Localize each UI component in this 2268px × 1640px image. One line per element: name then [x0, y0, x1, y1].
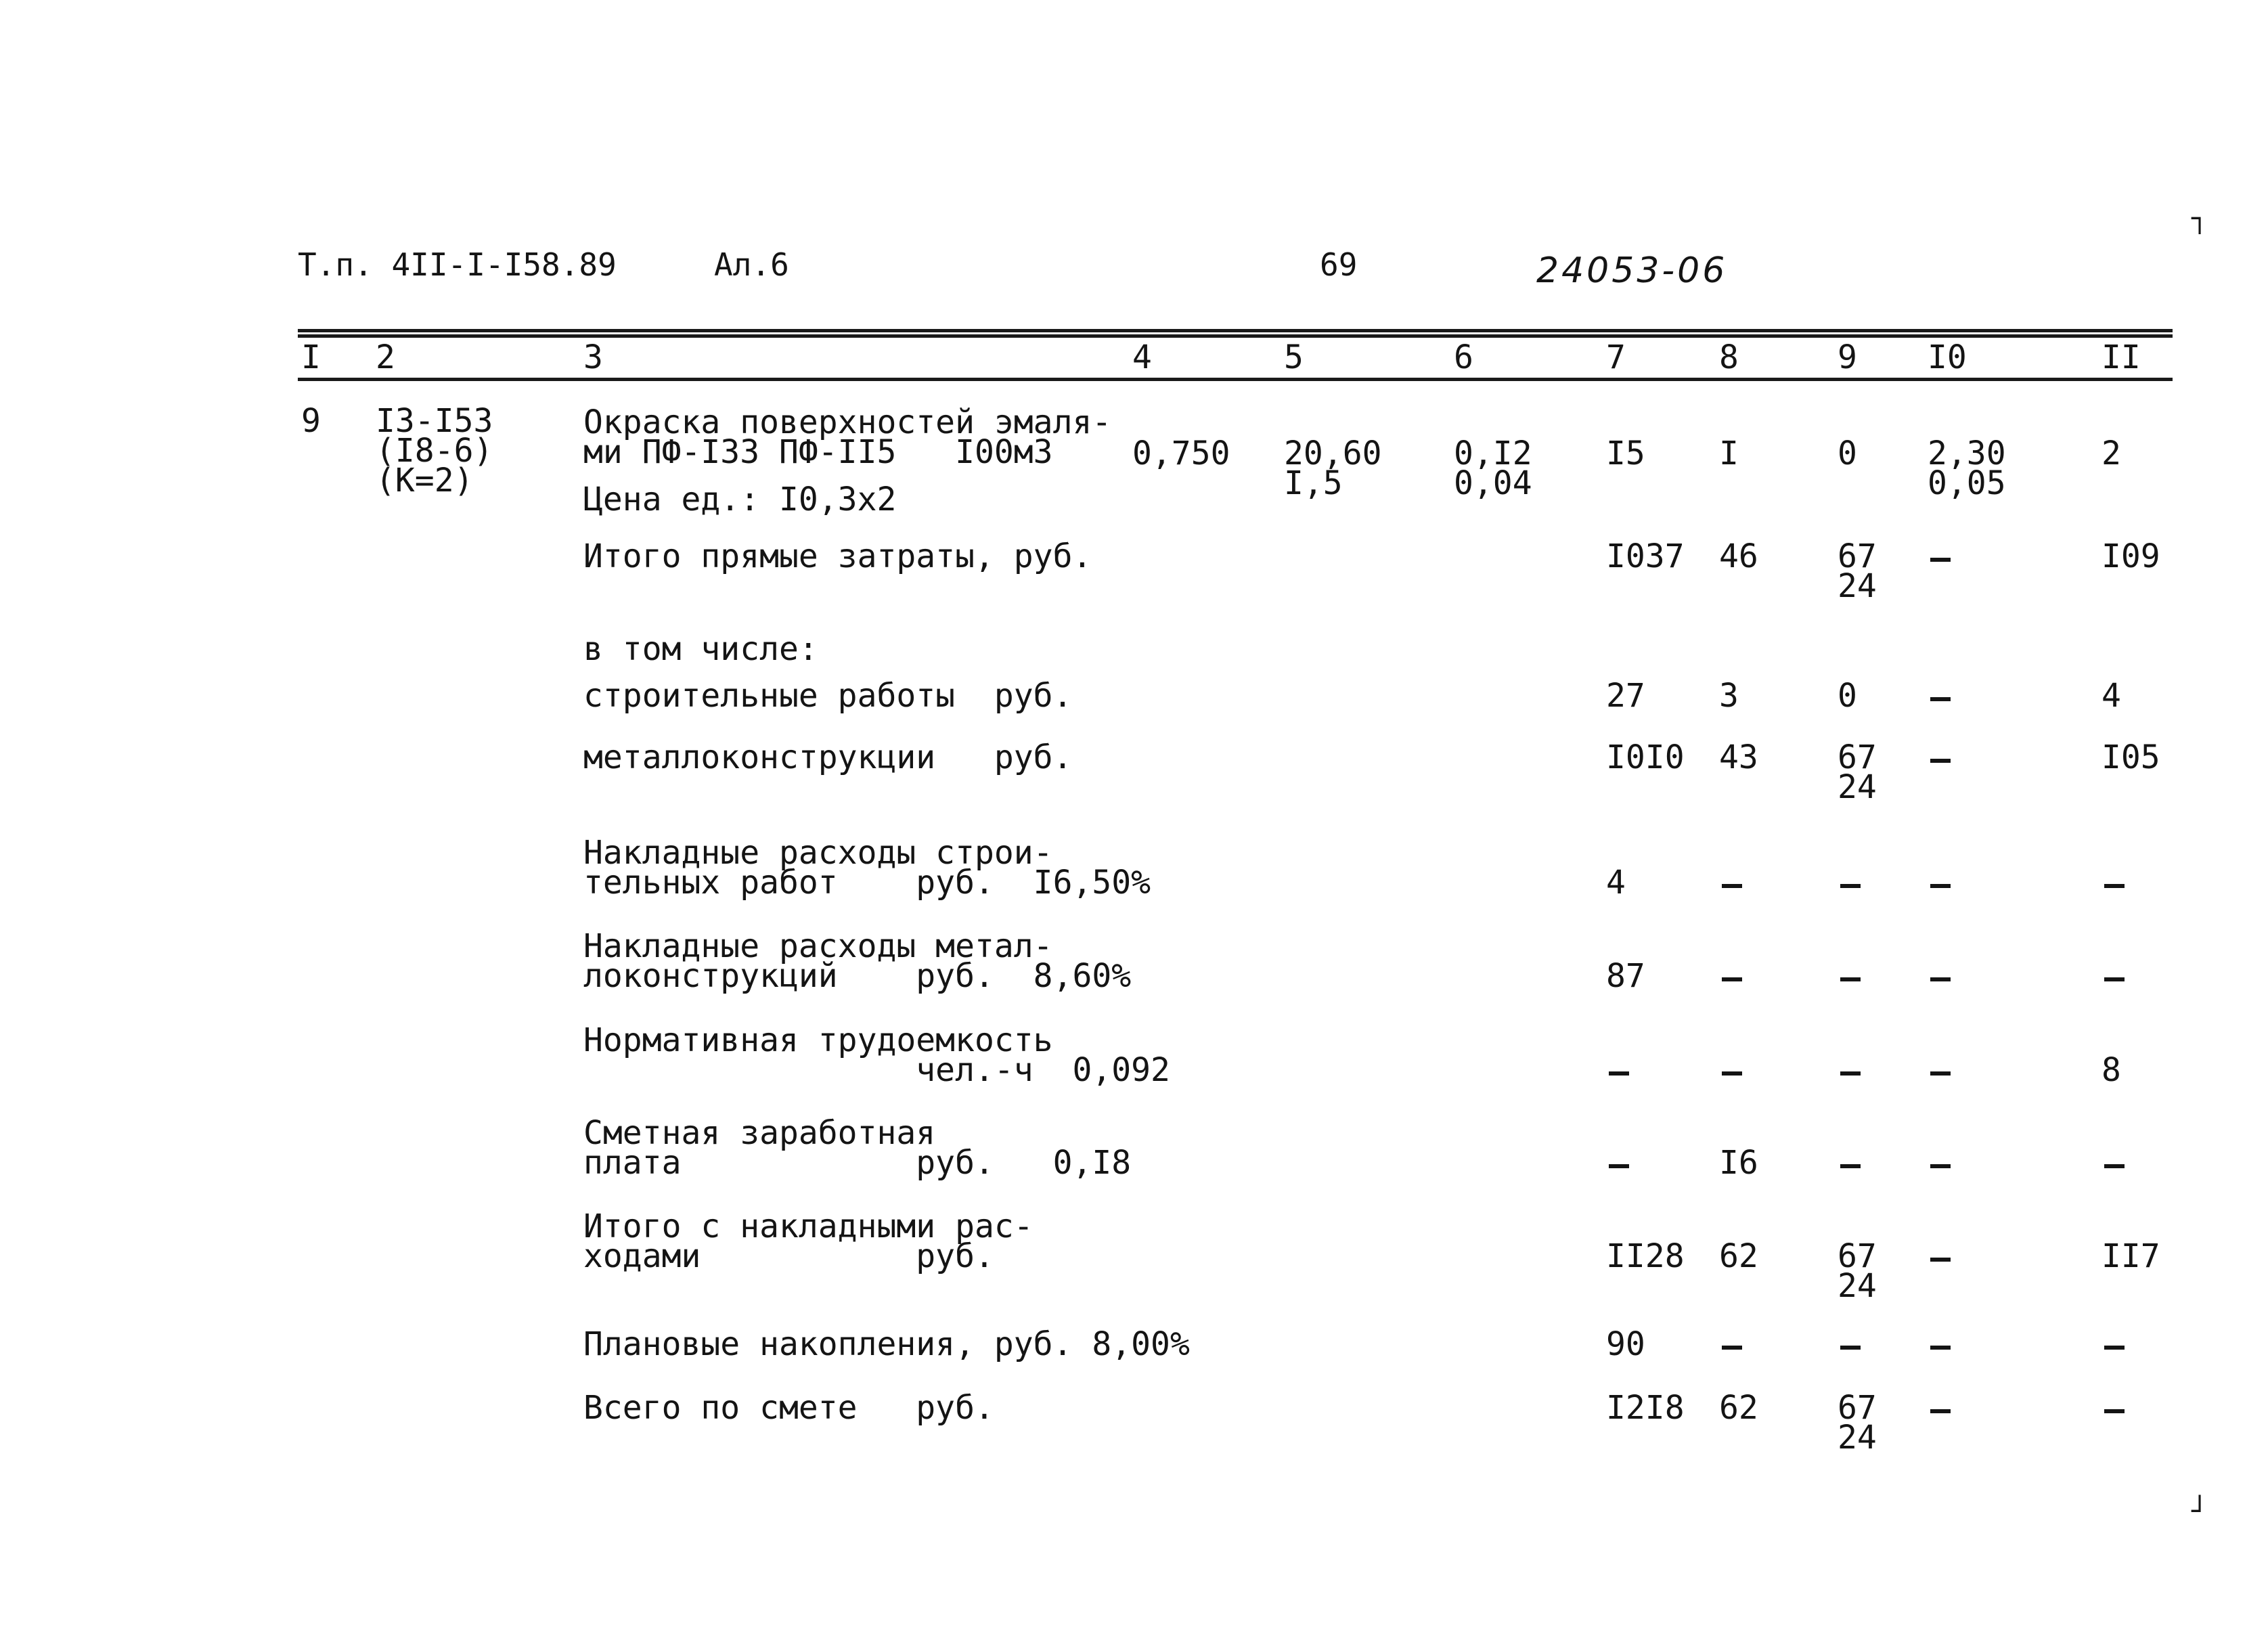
column-number-6: 6: [1454, 338, 1473, 376]
summary-row-0-c9-line-1: 67: [1838, 537, 1877, 575]
item-col11: 2: [2102, 435, 2121, 472]
summary-row-5-label-line-1: Накладные расходы метал-: [583, 927, 1053, 965]
summary-row-0-label-line-1: Итого прямые затраты, руб.: [583, 537, 1092, 575]
item-unit-price: Цена ед.: I0,3x2: [583, 481, 897, 518]
item-col8: I: [1719, 435, 1739, 472]
summary-row-10-c9-line-1: 67: [1838, 1389, 1877, 1427]
summary-row-5-label-line-2: локонструкций руб. 8,60%: [583, 957, 1132, 995]
document-reference: Т.п. 4II-I-I58.89: [298, 246, 617, 283]
item-col10-line-2: 0,05: [1928, 464, 2006, 502]
summary-row-9-c10: [1930, 1346, 1951, 1350]
summary-row-0-c10: [1930, 558, 1951, 562]
summary-row-0-c9-line-2: 24: [1838, 567, 1877, 605]
summary-row-8-c8: 62: [1719, 1237, 1758, 1275]
summary-row-3-c7: I0I0: [1606, 738, 1685, 776]
handwritten-stamp-number: 24053-06: [1536, 250, 1728, 291]
summary-row-7-c10: [1930, 1164, 1951, 1168]
summary-row-10-c11: [2104, 1409, 2125, 1413]
summary-row-8-c9-line-1: 67: [1838, 1237, 1877, 1275]
summary-row-7-label-line-1: Сметная заработная: [583, 1114, 936, 1152]
summary-row-6-label-line-1: Нормативная трудоемкость: [583, 1021, 1053, 1059]
item-code-line-1: I3-I53: [376, 402, 493, 440]
summary-row-4-c8: [1722, 884, 1742, 888]
summary-row-6-c9-line-1: [1840, 1071, 1861, 1076]
item-col5-line-1: 20,60: [1284, 435, 1382, 472]
table-top-rule-inner: [298, 334, 2173, 338]
summary-row-0-c11: I09: [2102, 537, 2160, 575]
summary-row-8-c9-line-2: 24: [1838, 1267, 1877, 1305]
column-number-5: 5: [1284, 338, 1304, 376]
item-description-line-1: Окраска поверхностей эмаля-: [583, 403, 1112, 441]
summary-row-8-label-line-2: ходами руб.: [583, 1237, 994, 1275]
summary-row-9-c9-line-1: [1840, 1346, 1861, 1350]
sheet-label: Ал.6: [714, 246, 789, 283]
summary-row-7-c9-line-1: [1840, 1164, 1861, 1168]
column-number-3: 3: [583, 338, 603, 376]
summary-row-4-c10: [1930, 884, 1951, 888]
summary-row-7-c11: [2104, 1164, 2125, 1168]
column-number-10: I0: [1928, 338, 1967, 376]
summary-row-2-c11: 4: [2102, 677, 2121, 715]
summary-row-8-c11: II7: [2102, 1237, 2160, 1275]
item-col9: 0: [1838, 435, 1857, 472]
corner-mark-top-right: ┐: [2192, 203, 2208, 234]
summary-row-5-c9-line-1: [1840, 977, 1861, 981]
summary-row-8-c10: [1930, 1258, 1951, 1262]
summary-row-9-c11: [2104, 1346, 2125, 1350]
summary-row-0-c7: I037: [1606, 537, 1685, 575]
summary-row-4-c7: 4: [1606, 864, 1626, 902]
summary-row-4-label-line-1: Накладные расходы строи-: [583, 834, 1053, 872]
summary-row-6-c8: [1722, 1071, 1742, 1076]
summary-row-7-label-line-2: плата руб. 0,I8: [583, 1144, 1132, 1182]
item-number: 9: [301, 402, 321, 440]
summary-row-4-label-line-2: тельных работ руб. I6,50%: [583, 864, 1151, 902]
summary-row-6-c10: [1930, 1071, 1951, 1076]
summary-row-5-c8: [1722, 977, 1742, 981]
summary-row-7-c8: I6: [1719, 1144, 1758, 1182]
summary-row-6-label-line-2: чел.-ч 0,092: [583, 1051, 1170, 1089]
summary-row-5-c10: [1930, 977, 1951, 981]
summary-row-0-c8: 46: [1719, 537, 1758, 575]
corner-mark-bottom-right: ┘: [2192, 1496, 2208, 1527]
summary-row-2-c8: 3: [1719, 677, 1739, 715]
column-number-4: 4: [1132, 338, 1152, 376]
summary-row-3-c10: [1930, 759, 1951, 763]
summary-row-3-c9-line-1: 67: [1838, 738, 1877, 776]
column-number-8: 8: [1719, 338, 1739, 376]
column-number-2: 2: [376, 338, 395, 376]
summary-row-10-c8: 62: [1719, 1389, 1758, 1427]
summary-row-2-c9-line-1: 0: [1838, 677, 1857, 715]
summary-row-3-c8: 43: [1719, 738, 1758, 776]
summary-row-3-c11: I05: [2102, 738, 2160, 776]
summary-row-2-c10: [1930, 697, 1951, 701]
summary-row-9-label-line-1: Плановые накопления, руб. 8,00%: [583, 1325, 1190, 1363]
summary-row-4-c11: [2104, 884, 2125, 888]
summary-row-2-label-line-1: строительные работы руб.: [583, 677, 1073, 715]
summary-row-7-c7: [1609, 1164, 1629, 1168]
summary-row-9-c8: [1722, 1346, 1742, 1350]
summary-row-5-c7: 87: [1606, 957, 1645, 995]
column-number-1: I: [301, 338, 321, 376]
summary-row-3-c9-line-2: 24: [1838, 768, 1877, 806]
item-col6-line-2: 0,04: [1454, 464, 1532, 502]
summary-row-5-c11: [2104, 977, 2125, 981]
item-col10-line-1: 2,30: [1928, 435, 2006, 472]
table-top-rule: [298, 329, 2173, 332]
summary-row-10-c7: I2I8: [1606, 1389, 1685, 1427]
summary-row-1-label-line-1: в том числе:: [583, 630, 818, 668]
column-number-7: 7: [1606, 338, 1626, 376]
summary-row-8-c7: II28: [1606, 1237, 1685, 1275]
summary-row-2-c7: 27: [1606, 677, 1645, 715]
summary-row-6-c11: 8: [2102, 1051, 2121, 1089]
column-number-9: 9: [1838, 338, 1857, 376]
item-col6-line-1: 0,I2: [1454, 435, 1532, 472]
item-code-line-3: (K=2): [376, 462, 474, 500]
summary-row-8-label-line-1: Итого с накладными рас-: [583, 1207, 1033, 1245]
item-quantity: 0,750: [1132, 435, 1230, 472]
page-number: 69: [1320, 246, 1358, 283]
item-description-line-2: ми ПФ-I33 ПФ-II5 I00м3: [583, 433, 1053, 471]
summary-row-4-c9-line-1: [1840, 884, 1861, 888]
summary-row-10-c9-line-2: 24: [1838, 1419, 1877, 1457]
item-col7: I5: [1606, 435, 1645, 472]
summary-row-3-label-line-1: металлоконструкции руб.: [583, 738, 1073, 776]
summary-row-10-label-line-1: Всего по смете руб.: [583, 1389, 994, 1427]
summary-row-6-c7: [1609, 1071, 1629, 1076]
column-number-11: II: [2102, 338, 2141, 376]
summary-row-10-c10: [1930, 1409, 1951, 1413]
item-col5-line-2: I,5: [1284, 464, 1343, 502]
summary-row-9-c7: 90: [1606, 1325, 1645, 1363]
column-number-rule: [298, 378, 2173, 381]
item-code-line-2: (I8-6): [376, 432, 493, 470]
